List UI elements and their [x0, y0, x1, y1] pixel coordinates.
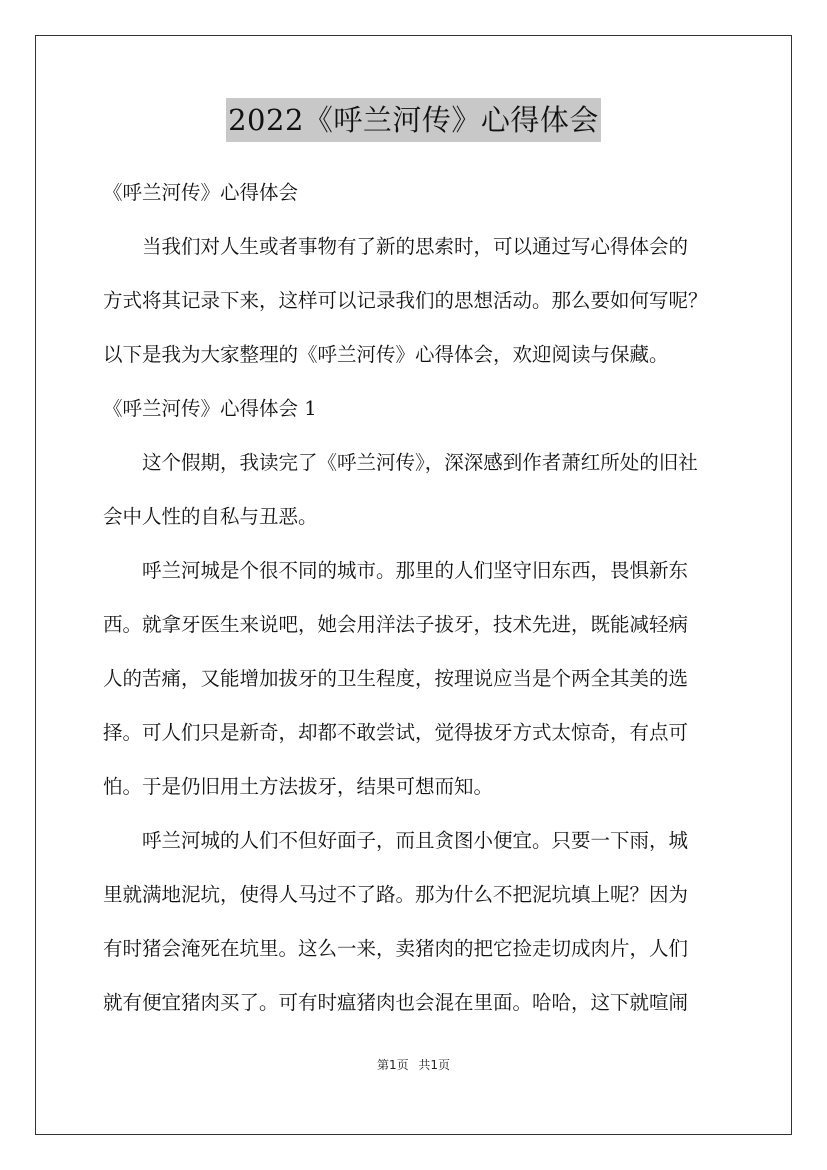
body-line: 择。可人们只是新奇，却都不敢尝试，觉得拔牙方式太惊奇，有点可: [103, 721, 689, 744]
body-line: 里就满地泥坑，使得人马过不了路。那为什么不把泥坑填上呢？因为: [103, 883, 689, 906]
body-line: 西。就拿牙医生来说吧，她会用洋法子拔牙，技术先进，既能减轻病: [103, 613, 689, 636]
body-line: 人的苦痛，又能增加拔牙的卫生程度，按理说应当是个两全其美的选: [103, 667, 689, 690]
body-line: 这个假期，我读完了《呼兰河传》，深深感到作者萧红所处的旧社: [103, 451, 698, 474]
body-line: 呼兰河城的人们不但好面子，而且贪图小便宜。只要一下雨，城: [103, 829, 689, 852]
body-line: 当我们对人生或者事物有了新的思索时，可以通过写心得体会的: [103, 235, 689, 258]
page-total: 共1页: [418, 1058, 451, 1072]
body-line: 方式将其记录下来，这样可以记录我们的思想活动。那么要如何写呢？: [103, 289, 708, 312]
document-title: 2022《呼兰河传》心得体会: [226, 98, 601, 142]
section-heading: 《呼兰河传》心得体会: [103, 181, 299, 204]
body-line: 有时猪会淹死在坑里。这么一来，卖猪肉的把它捡走切成肉片，人们: [103, 937, 689, 960]
body-line: 就有便宜猪肉买了。可有时瘟猪肉也会混在里面。哈哈，这下就喧闹: [103, 991, 689, 1014]
body-line: 呼兰河城是个很不同的城市。那里的人们坚守旧东西，畏惧新东: [103, 559, 689, 582]
page-footer: [0, 1056, 827, 1073]
section-heading: 《呼兰河传》心得体会 1: [103, 397, 317, 420]
page-number: 第1页: [376, 1058, 409, 1072]
body-line: 怕。于是仍旧用土方法拔牙，结果可想而知。: [103, 775, 494, 798]
body-line: 会中人性的自私与丑恶。: [103, 505, 318, 528]
title-container: [0, 98, 827, 142]
body-line: 以下是我为大家整理的《呼兰河传》心得体会，欢迎阅读与保藏。: [103, 343, 669, 366]
